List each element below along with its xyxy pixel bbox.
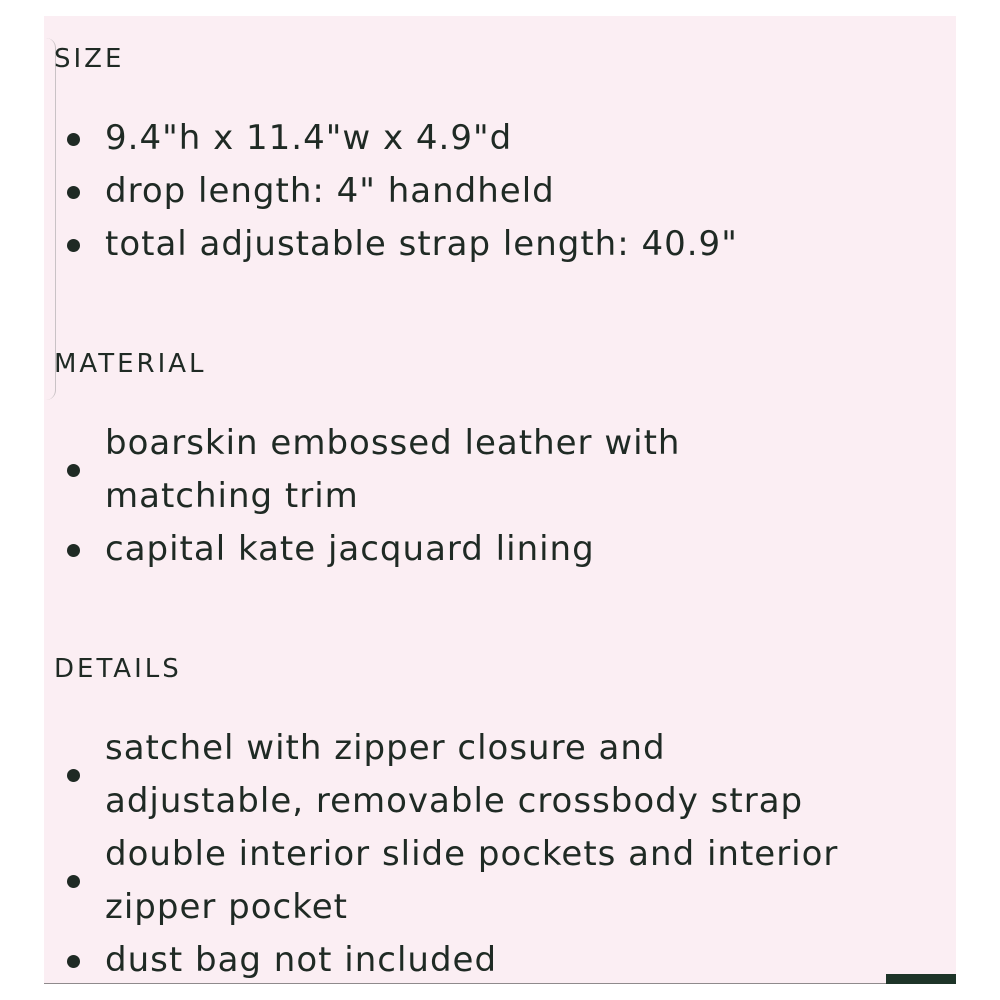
list-item xyxy=(54,722,844,828)
material-list xyxy=(54,417,814,576)
material-heading: MATERIAL xyxy=(54,349,207,379)
bullet-icon xyxy=(67,875,80,888)
details-section xyxy=(54,654,1000,987)
bullet-icon xyxy=(67,239,80,252)
list-item-text: drop length: 4" handheld xyxy=(105,171,555,211)
bullet-icon xyxy=(67,464,80,477)
material-section xyxy=(54,349,1000,576)
list-item xyxy=(54,112,1000,165)
bullet-icon xyxy=(67,186,80,199)
bullet-icon xyxy=(67,769,80,782)
list-item xyxy=(54,417,814,523)
details-list xyxy=(54,722,844,987)
list-item xyxy=(54,218,1000,271)
list-item xyxy=(54,934,844,987)
list-item-text: double interior slide pockets and interior zipper pocket xyxy=(105,834,839,927)
list-item-text: total adjustable strap length: 40.9" xyxy=(105,224,738,264)
details-heading: DETAILS xyxy=(54,654,182,684)
list-item xyxy=(54,523,814,576)
bullet-icon xyxy=(67,955,80,968)
list-item-text: capital kate jacquard lining xyxy=(105,529,595,569)
list-item xyxy=(54,828,844,934)
bullet-icon xyxy=(67,544,80,557)
list-item-text: 9.4"h x 11.4"w x 4.9"d xyxy=(105,118,513,158)
size-section xyxy=(54,44,1000,271)
list-item-text: satchel with zipper closure and adjustable, removable crossbody strap xyxy=(105,728,804,821)
list-item xyxy=(54,165,1000,218)
size-heading: SIZE xyxy=(54,44,125,74)
bottom-accent-bar[interactable] xyxy=(886,974,956,984)
bullet-icon xyxy=(67,133,80,146)
size-list xyxy=(54,112,1000,271)
bottom-divider xyxy=(44,983,956,984)
list-item-text: dust bag not included xyxy=(105,940,498,980)
list-item-text: boarskin embossed leather with matching trim xyxy=(105,423,681,516)
